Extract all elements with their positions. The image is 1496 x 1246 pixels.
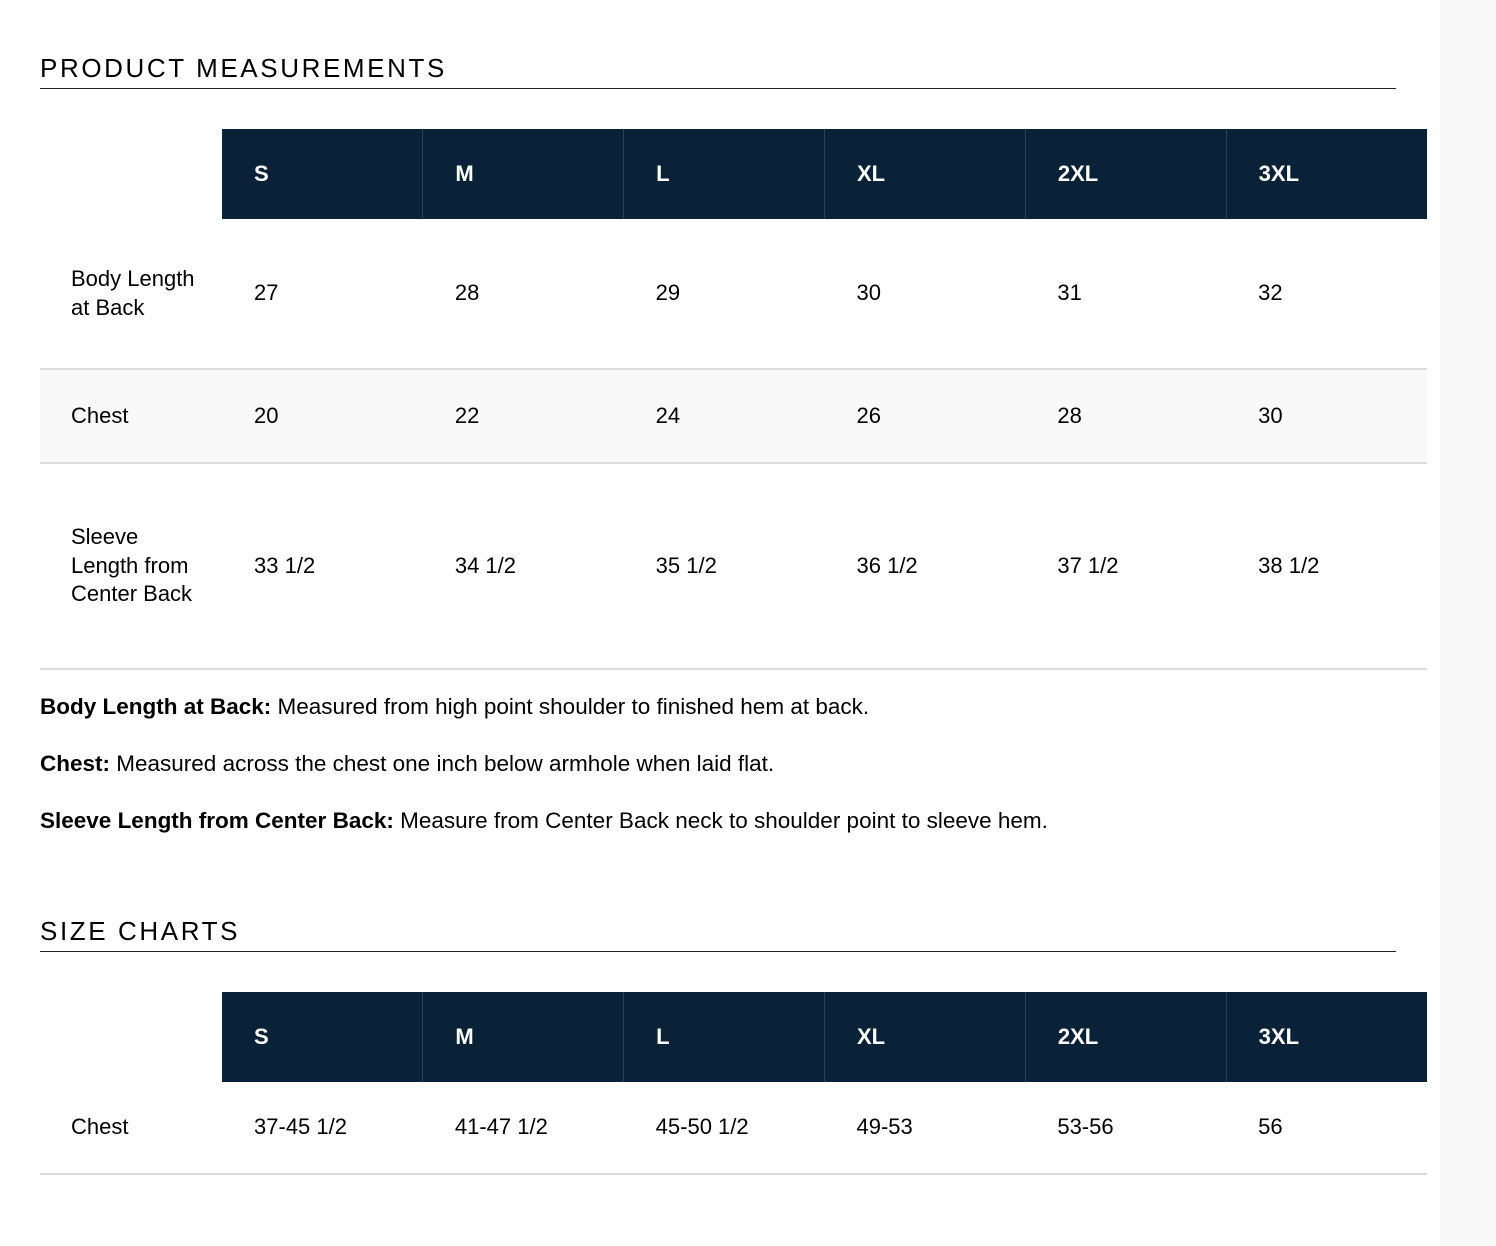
row-label-body-length: Body Length at Back — [40, 219, 222, 369]
table-cell: 20 — [222, 369, 423, 463]
size-header-row — [40, 129, 1427, 219]
size-header-l: L — [624, 129, 825, 219]
size-header-xl: XL — [825, 992, 1026, 1082]
note-term: Body Length at Back: — [40, 694, 272, 719]
header-corner — [40, 129, 222, 219]
size-header-s: S — [222, 129, 423, 219]
size-header-m: M — [423, 129, 624, 219]
row-label-chest: Chest — [40, 1082, 222, 1174]
table-cell: 33 1/2 — [222, 463, 423, 669]
table-cell: 56 — [1226, 1082, 1427, 1174]
table-cell: 37-45 1/2 — [222, 1082, 423, 1174]
note-body-length — [40, 691, 1340, 723]
size-charts-rule — [40, 951, 1396, 952]
size-header-3xl: 3XL — [1226, 992, 1427, 1082]
note-sleeve-length — [40, 805, 1340, 837]
page-side-strip — [1440, 0, 1496, 1246]
note-term: Sleeve Length from Center Back: — [40, 808, 394, 833]
table-cell: 53-56 — [1025, 1082, 1226, 1174]
product-measurements-title: PRODUCT MEASUREMENTS — [40, 53, 447, 83]
header-corner — [40, 992, 222, 1082]
table-cell: 34 1/2 — [423, 463, 624, 669]
table-cell: 32 — [1226, 219, 1427, 369]
size-header-m: M — [423, 992, 624, 1082]
note-text: Measure from Center Back neck to shoulder point to sleeve hem. — [393, 808, 1048, 833]
table-cell: 24 — [624, 369, 825, 463]
size-header-3xl: 3XL — [1226, 129, 1427, 219]
row-label-chest: Chest — [40, 369, 222, 463]
note-text: Measured from high point shoulder to finished hem at back. — [271, 694, 870, 719]
table-cell: 27 — [222, 219, 423, 369]
table-cell: 30 — [825, 219, 1026, 369]
table-cell: 45-50 1/2 — [624, 1082, 825, 1174]
table-cell: 28 — [1025, 369, 1226, 463]
product-measurements-rule — [40, 88, 1396, 89]
table-cell: 28 — [423, 219, 624, 369]
table-row — [40, 463, 1427, 669]
table-cell: 38 1/2 — [1226, 463, 1427, 669]
table-cell: 35 1/2 — [624, 463, 825, 669]
note-term: Chest: — [40, 751, 111, 776]
table-row — [40, 219, 1427, 369]
size-header-2xl: 2XL — [1025, 992, 1226, 1082]
size-header-2xl: 2XL — [1025, 129, 1226, 219]
table-cell: 37 1/2 — [1025, 463, 1226, 669]
note-text: Measured across the chest one inch below armhole when laid flat. — [110, 751, 775, 776]
table-cell: 26 — [825, 369, 1026, 463]
table-cell: 30 — [1226, 369, 1427, 463]
table-cell: 36 1/2 — [825, 463, 1026, 669]
size-header-l: L — [624, 992, 825, 1082]
size-header-row — [40, 992, 1427, 1082]
table-cell: 29 — [624, 219, 825, 369]
note-chest — [40, 748, 1340, 780]
row-label-sleeve-length: Sleeve Length from Center Back — [40, 463, 222, 669]
size-header-s: S — [222, 992, 423, 1082]
table-cell: 49-53 — [825, 1082, 1026, 1174]
size-charts-table — [40, 992, 1427, 1175]
measurement-notes — [40, 691, 1340, 862]
size-header-xl: XL — [825, 129, 1026, 219]
table-row — [40, 369, 1427, 463]
table-cell: 22 — [423, 369, 624, 463]
size-charts-title: SIZE CHARTS — [40, 916, 241, 946]
table-cell: 31 — [1025, 219, 1226, 369]
table-cell: 41-47 1/2 — [423, 1082, 624, 1174]
table-row — [40, 1082, 1427, 1174]
product-measurements-table — [40, 129, 1427, 670]
